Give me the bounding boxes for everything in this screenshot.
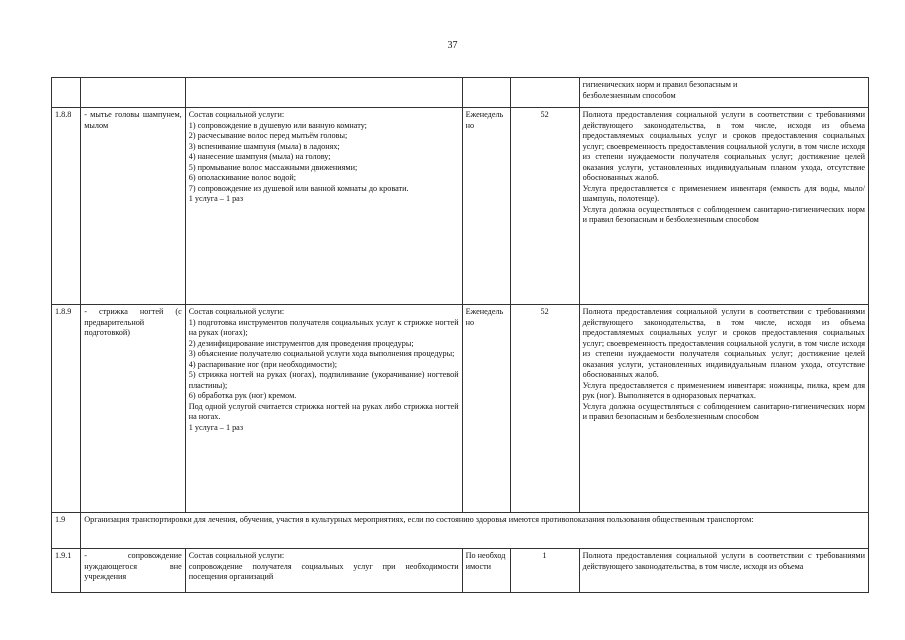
- cell-number: 1.8.9: [52, 305, 81, 513]
- cell-name: [81, 78, 185, 108]
- services-table: [51, 77, 869, 593]
- cell-count: [510, 78, 579, 108]
- cell-content: [185, 78, 462, 108]
- cell-frequency: По необходимости: [462, 549, 510, 593]
- table-row: [52, 78, 869, 108]
- cell-number: 1.9: [52, 513, 81, 549]
- cell-name: - мытье головы шампунем, мылом: [81, 108, 185, 305]
- cell-frequency: Еженедельно: [462, 108, 510, 305]
- cell-count: 52: [510, 305, 579, 513]
- cell-name: - сопровождение нуждающегося вне учреждения: [81, 549, 185, 593]
- cell-count: 1: [510, 549, 579, 593]
- cell-number: 1.8.8: [52, 108, 81, 305]
- table-row: [52, 305, 869, 513]
- cell-quality: гигиенических норм и правил безопасным и безболезненным способом: [579, 78, 868, 108]
- cell-content: Состав социальной услуги: 1) сопровождение в душевую или ванную комнату; 2) расчесывание волос перед мытьём головы; 3) вспенивание шампуня (мыла) в ладонях; 4) нанесение шампуня (мыла) на голову; 5) промывание волос массажными движениями; 6) ополаскивание волос водой; 7) сопровождение из душевой или ванной комнаты до кровати. 1 услуга – 1 раз: [185, 108, 462, 305]
- cell-quality: Полнота предоставления социальной услуги в соответствии с требованиями действующего законодательства, в том числе, исходя из объема предоставляемых социальных услуг и сроков предоставления социальных услуг; своевременность предоставления социальной услуги, в том числе исходя из степени нуждаемости получателя социальных услуг; достижение целей оказания услуги, установленных индивидуальным планом ухода, отсутствие обоснованных жалоб. Услуга предоставляется с применением инвентаря: ножницы, пилка, крем для рук (ног). Выполняется в одноразовых перчатках. Услуга должна осуществляться с соблюдением санитарно-гигиенических норм и правил безопасным и безболезненным способом: [579, 305, 868, 513]
- cell-name: - стрижка ногтей (с предварительной подготовкой): [81, 305, 185, 513]
- cell-content: Состав социальной услуги: 1) подготовка инструментов получателя социальных услуг к стрижке ногтей на руках (ногах); 2) дезинфицирование инструментов для проведения процедуры; 3) объяснение получателю социальной услуги хода выполнения процедуры; 4) распаривание ног (при необходимости); 5) стрижка ногтей на руках (ногах), подпиливание (укорачивание) ногтевой пластины); 6) обработка рук (ног) кремом. Под одной услугой считается стрижка ногтей на руках либо стрижка ногтей на ногах. 1 услуга – 1 раз: [185, 305, 462, 513]
- cell-quality: Полнота предоставления социальной услуги в соответствии с требованиями действующего законодательства, в том числе, исходя из объема: [579, 549, 868, 593]
- cell-count: 52: [510, 108, 579, 305]
- table-row: [52, 549, 869, 593]
- cell-section-title: Организация транспортировки для лечения, обучения, участия в культурных мероприятиях, если по состоянию здоровья имеются противопоказания пользования общественным транспортом:: [81, 513, 869, 549]
- cell-content: Состав социальной услуги: сопровождение получателя социальных услуг при необходимости посещения организаций: [185, 549, 462, 593]
- table-row: [52, 108, 869, 305]
- cell-number: 1.9.1: [52, 549, 81, 593]
- cell-frequency: [462, 78, 510, 108]
- cell-number: [52, 78, 81, 108]
- page-number: 37: [447, 40, 458, 51]
- cell-frequency: Еженедельно: [462, 305, 510, 513]
- table-row: [52, 513, 869, 549]
- cell-quality: Полнота предоставления социальной услуги в соответствии с требованиями действующего законодательства, в том числе, исходя из объема предоставляемых социальных услуг и сроков предоставления социальных услуг; своевременность предоставления социальной услуги, в том числе исходя из степени нуждаемости получателя социальных услуг; достижение целей оказания услуги, установленных индивидуальным планом ухода, отсутствие обоснованных жалоб. Услуга предоставляется с применением инвентаря (емкость для воды, мыло/шампунь, полотенце). Услуга должна осуществляться с соблюдением санитарно-гигиенических норм и правил безопасным и безболезненным способом: [579, 108, 868, 305]
